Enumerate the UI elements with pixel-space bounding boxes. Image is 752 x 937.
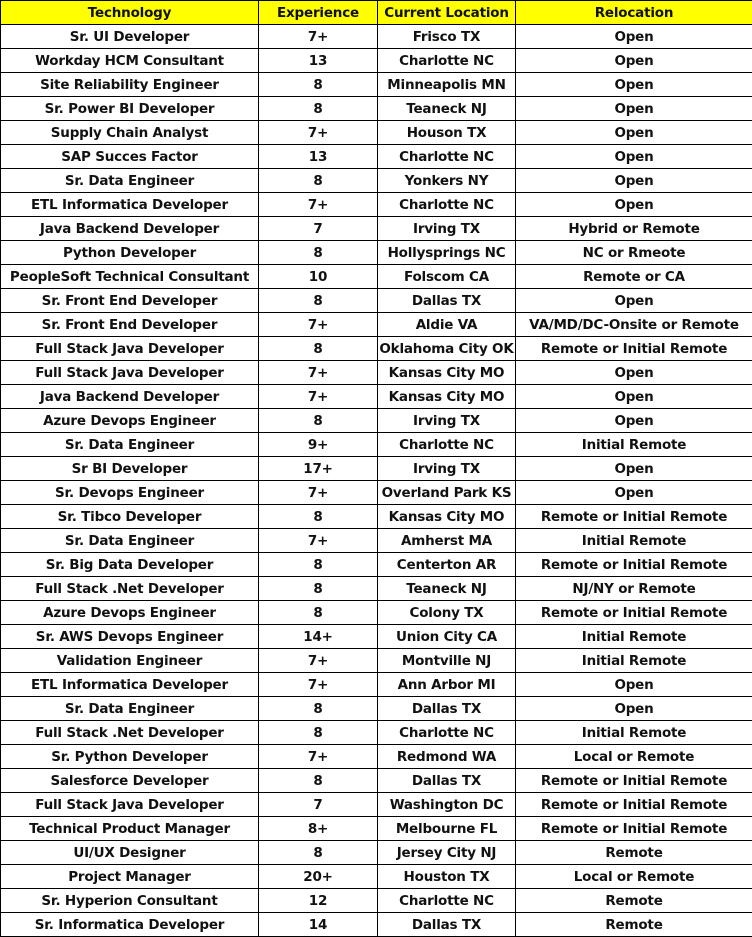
cell-current-location: Charlotte NC: [378, 433, 516, 457]
cell-technology: Sr. Big Data Developer: [1, 553, 259, 577]
cell-experience: 8: [259, 337, 378, 361]
cell-current-location: Hollysprings NC: [378, 241, 516, 265]
cell-current-location: Folscom CA: [378, 265, 516, 289]
cell-relocation: Initial Remote: [516, 529, 752, 553]
table-row: [1, 913, 752, 937]
cell-experience: 7+: [259, 649, 378, 673]
cell-current-location: Kansas City MO: [378, 385, 516, 409]
cell-experience: 8: [259, 241, 378, 265]
cell-experience: 7+: [259, 121, 378, 145]
cell-experience: 8: [259, 769, 378, 793]
table-row: [1, 625, 752, 649]
cell-relocation: Remote or Initial Remote: [516, 505, 752, 529]
cell-technology: Technical Product Manager: [1, 817, 259, 841]
table-row: [1, 817, 752, 841]
cell-technology: PeopleSoft Technical Consultant: [1, 265, 259, 289]
cell-experience: 8: [259, 697, 378, 721]
table-row: [1, 601, 752, 625]
cell-relocation: Local or Remote: [516, 745, 752, 769]
cell-current-location: Amherst MA: [378, 529, 516, 553]
cell-current-location: Ann Arbor MI: [378, 673, 516, 697]
cell-current-location: Irving TX: [378, 457, 516, 481]
table-row: [1, 217, 752, 241]
table-row: [1, 529, 752, 553]
cell-experience: 8: [259, 73, 378, 97]
table-row: [1, 745, 752, 769]
cell-current-location: Houson TX: [378, 121, 516, 145]
cell-current-location: Irving TX: [378, 409, 516, 433]
cell-technology: Sr. Data Engineer: [1, 697, 259, 721]
cell-current-location: Colony TX: [378, 601, 516, 625]
table-row: [1, 97, 752, 121]
cell-experience: 14: [259, 913, 378, 937]
cell-experience: 7+: [259, 361, 378, 385]
cell-relocation: Initial Remote: [516, 721, 752, 745]
cell-current-location: Aldie VA: [378, 313, 516, 337]
table-row: [1, 793, 752, 817]
cell-technology: Sr. Informatica Developer: [1, 913, 259, 937]
cell-experience: 12: [259, 889, 378, 913]
cell-relocation: Remote or Initial Remote: [516, 793, 752, 817]
cell-technology: Full Stack .Net Developer: [1, 577, 259, 601]
cell-technology: Sr BI Developer: [1, 457, 259, 481]
header-row: [1, 1, 752, 25]
cell-technology: Sr. Data Engineer: [1, 169, 259, 193]
cell-relocation: Remote: [516, 889, 752, 913]
table-row: [1, 673, 752, 697]
table-row: [1, 289, 752, 313]
cell-experience: 8+: [259, 817, 378, 841]
cell-current-location: Redmond WA: [378, 745, 516, 769]
cell-technology: Salesforce Developer: [1, 769, 259, 793]
table-row: [1, 505, 752, 529]
cell-current-location: Charlotte NC: [378, 49, 516, 73]
cell-relocation: Remote or CA: [516, 265, 752, 289]
cell-technology: Sr. Devops Engineer: [1, 481, 259, 505]
cell-technology: Sr. Hyperion Consultant: [1, 889, 259, 913]
table-row: [1, 649, 752, 673]
table-row: [1, 769, 752, 793]
cell-current-location: Irving TX: [378, 217, 516, 241]
cell-experience: 8: [259, 409, 378, 433]
cell-relocation: Open: [516, 25, 752, 49]
cell-current-location: Kansas City MO: [378, 505, 516, 529]
cell-current-location: Dallas TX: [378, 913, 516, 937]
table-row: [1, 169, 752, 193]
cell-technology: Project Manager: [1, 865, 259, 889]
cell-relocation: Open: [516, 49, 752, 73]
cell-experience: 8: [259, 601, 378, 625]
cell-technology: Full Stack .Net Developer: [1, 721, 259, 745]
cell-technology: Validation Engineer: [1, 649, 259, 673]
cell-technology: Sr. Front End Developer: [1, 289, 259, 313]
table-row: [1, 145, 752, 169]
cell-relocation: Open: [516, 361, 752, 385]
table-row: [1, 241, 752, 265]
table-row: [1, 361, 752, 385]
table-row: [1, 25, 752, 49]
cell-technology: Sr. Front End Developer: [1, 313, 259, 337]
table-row: [1, 481, 752, 505]
cell-current-location: Charlotte NC: [378, 721, 516, 745]
table-row: [1, 865, 752, 889]
cell-experience: 7+: [259, 25, 378, 49]
table-row: [1, 193, 752, 217]
cell-relocation: Open: [516, 289, 752, 313]
table-row: [1, 577, 752, 601]
cell-technology: Java Backend Developer: [1, 217, 259, 241]
cell-relocation: Open: [516, 697, 752, 721]
cell-current-location: Centerton AR: [378, 553, 516, 577]
cell-technology: ETL Informatica Developer: [1, 193, 259, 217]
cell-experience: 8: [259, 721, 378, 745]
cell-relocation: Open: [516, 73, 752, 97]
cell-relocation: Open: [516, 481, 752, 505]
cell-experience: 7: [259, 793, 378, 817]
cell-experience: 13: [259, 145, 378, 169]
cell-relocation: Open: [516, 409, 752, 433]
cell-relocation: Local or Remote: [516, 865, 752, 889]
table-row: [1, 553, 752, 577]
cell-experience: 17+: [259, 457, 378, 481]
cell-current-location: Dallas TX: [378, 697, 516, 721]
cell-relocation: Remote: [516, 841, 752, 865]
cell-experience: 8: [259, 577, 378, 601]
cell-current-location: Union City CA: [378, 625, 516, 649]
cell-relocation: Remote or Initial Remote: [516, 601, 752, 625]
cell-current-location: Melbourne FL: [378, 817, 516, 841]
cell-technology: Sr. AWS Devops Engineer: [1, 625, 259, 649]
cell-relocation: Hybrid or Remote: [516, 217, 752, 241]
cell-current-location: Minneapolis MN: [378, 73, 516, 97]
cell-experience: 7+: [259, 745, 378, 769]
cell-technology: Sr. Power BI Developer: [1, 97, 259, 121]
cell-experience: 7+: [259, 193, 378, 217]
cell-current-location: Charlotte NC: [378, 889, 516, 913]
cell-relocation: Open: [516, 145, 752, 169]
cell-technology: Full Stack Java Developer: [1, 361, 259, 385]
cell-relocation: Remote or Initial Remote: [516, 553, 752, 577]
header-technology: Technology: [1, 1, 259, 25]
cell-current-location: Oklahoma City OK: [378, 337, 516, 361]
cell-experience: 7+: [259, 481, 378, 505]
cell-current-location: Washington DC: [378, 793, 516, 817]
cell-relocation: NC or Rmeote: [516, 241, 752, 265]
cell-current-location: Jersey City NJ: [378, 841, 516, 865]
cell-experience: 8: [259, 169, 378, 193]
table-row: [1, 313, 752, 337]
cell-technology: Sr. Data Engineer: [1, 529, 259, 553]
cell-current-location: Dallas TX: [378, 769, 516, 793]
cell-technology: SAP Succes Factor: [1, 145, 259, 169]
cell-experience: 7+: [259, 529, 378, 553]
cell-experience: 10: [259, 265, 378, 289]
table-row: [1, 121, 752, 145]
table-row: [1, 721, 752, 745]
table-row: [1, 841, 752, 865]
table-row: [1, 337, 752, 361]
cell-technology: Azure Devops Engineer: [1, 409, 259, 433]
cell-relocation: Initial Remote: [516, 625, 752, 649]
cell-experience: 9+: [259, 433, 378, 457]
cell-relocation: Open: [516, 121, 752, 145]
cell-relocation: Remote or Initial Remote: [516, 337, 752, 361]
cell-experience: 8: [259, 841, 378, 865]
table-row: [1, 265, 752, 289]
cell-technology: UI/UX Designer: [1, 841, 259, 865]
cell-relocation: Open: [516, 169, 752, 193]
cell-experience: 8: [259, 553, 378, 577]
header-experience: Experience: [259, 1, 378, 25]
cell-relocation: Remote or Initial Remote: [516, 769, 752, 793]
cell-relocation: Open: [516, 97, 752, 121]
cell-technology: Java Backend Developer: [1, 385, 259, 409]
cell-current-location: Overland Park KS: [378, 481, 516, 505]
cell-experience: 7+: [259, 385, 378, 409]
table-body: [1, 25, 752, 937]
cell-relocation: Open: [516, 457, 752, 481]
cell-experience: 14+: [259, 625, 378, 649]
cell-technology: Sr. Tibco Developer: [1, 505, 259, 529]
cell-relocation: Remote or Initial Remote: [516, 817, 752, 841]
cell-relocation: NJ/NY or Remote: [516, 577, 752, 601]
cell-technology: Azure Devops Engineer: [1, 601, 259, 625]
cell-current-location: Teaneck NJ: [378, 97, 516, 121]
cell-current-location: Teaneck NJ: [378, 577, 516, 601]
table-row: [1, 49, 752, 73]
cell-technology: Full Stack Java Developer: [1, 793, 259, 817]
cell-relocation: Initial Remote: [516, 433, 752, 457]
cell-technology: ETL Informatica Developer: [1, 673, 259, 697]
cell-experience: 8: [259, 289, 378, 313]
cell-experience: 20+: [259, 865, 378, 889]
cell-current-location: Kansas City MO: [378, 361, 516, 385]
cell-relocation: Open: [516, 193, 752, 217]
cell-technology: Sr. Data Engineer: [1, 433, 259, 457]
header-relocation: Relocation: [516, 1, 752, 25]
cell-experience: 8: [259, 97, 378, 121]
cell-current-location: Dallas TX: [378, 289, 516, 313]
cell-technology: Site Reliability Engineer: [1, 73, 259, 97]
table-row: [1, 457, 752, 481]
table-row: [1, 697, 752, 721]
cell-relocation: VA/MD/DC-Onsite or Remote: [516, 313, 752, 337]
cell-current-location: Houston TX: [378, 865, 516, 889]
cell-relocation: Open: [516, 673, 752, 697]
table-row: [1, 73, 752, 97]
cell-technology: Sr. UI Developer: [1, 25, 259, 49]
cell-experience: 8: [259, 505, 378, 529]
cell-technology: Sr. Python Developer: [1, 745, 259, 769]
cell-current-location: Charlotte NC: [378, 145, 516, 169]
cell-current-location: Montville NJ: [378, 649, 516, 673]
cell-experience: 7+: [259, 673, 378, 697]
cell-technology: Workday HCM Consultant: [1, 49, 259, 73]
cell-relocation: Open: [516, 385, 752, 409]
cell-technology: Full Stack Java Developer: [1, 337, 259, 361]
table-row: [1, 385, 752, 409]
cell-relocation: Initial Remote: [516, 649, 752, 673]
cell-current-location: Yonkers NY: [378, 169, 516, 193]
cell-experience: 7: [259, 217, 378, 241]
table-row: [1, 409, 752, 433]
cell-technology: Supply Chain Analyst: [1, 121, 259, 145]
cell-relocation: Remote: [516, 913, 752, 937]
cell-experience: 7+: [259, 313, 378, 337]
table-row: [1, 433, 752, 457]
cell-experience: 13: [259, 49, 378, 73]
cell-current-location: Frisco TX: [378, 25, 516, 49]
cell-current-location: Charlotte NC: [378, 193, 516, 217]
table-row: [1, 889, 752, 913]
header-current-location: Current Location: [378, 1, 516, 25]
cell-technology: Python Developer: [1, 241, 259, 265]
